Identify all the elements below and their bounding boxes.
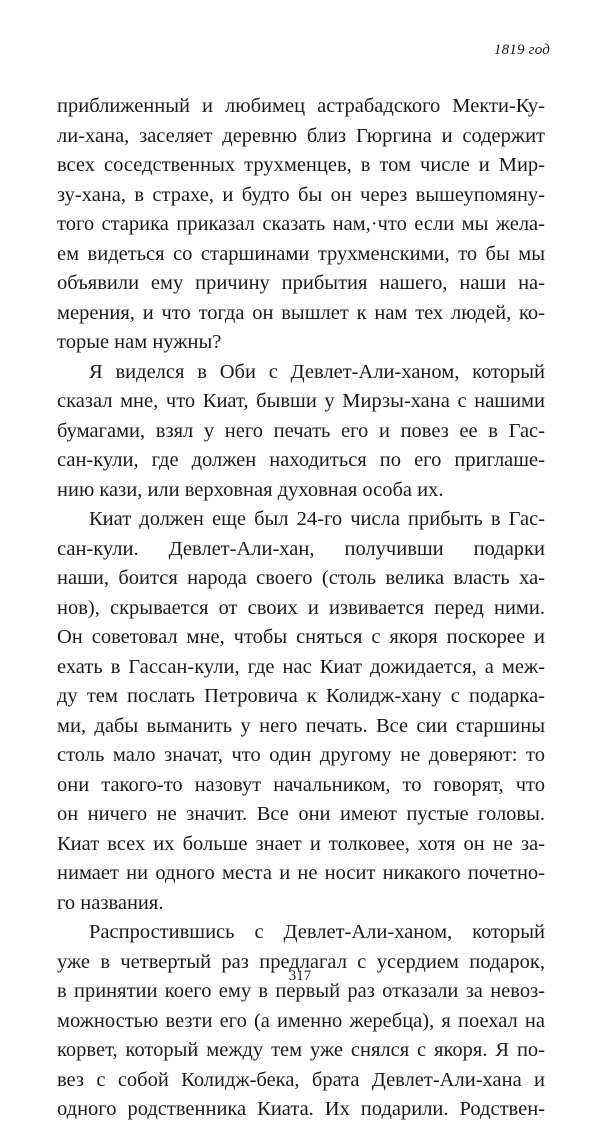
text-line: бумагами, взял у него печать его и повез ее в Гас- — [57, 419, 545, 442]
text-line: Он советовал мне, чтобы сняться с якоря поскорее и — [57, 626, 545, 648]
text-line: нимает ни одного места и не носит никакого почетно- — [57, 862, 545, 884]
paragraph — [57, 358, 545, 506]
paragraph — [57, 918, 545, 1125]
text-line: Киат всех их больше знает и толковее, хотя он не за- — [57, 832, 545, 855]
paragraph — [57, 92, 545, 358]
text-line: приближенный и любимец астрабадского Мекти-Ку- — [57, 95, 545, 117]
text-line: объявили ему причину прибытия нашего, наши на- — [57, 272, 545, 294]
text-line: одного родственника Киата. Их подарили. Родствен- — [57, 1098, 545, 1120]
text-line: Киат должен еще был 24-го числа прибыть в Гас- — [89, 508, 545, 530]
text-line: ем видеться со старшинами трухменскими, то бы мы — [57, 242, 545, 265]
text-line: нию кази, или верховная духовная особа их. — [57, 478, 444, 501]
text-line: всех соседственных трухменцев, в том числе и Мир- — [57, 154, 545, 176]
page-number: 317 — [288, 968, 312, 984]
text-line: того старика приказал сказать нам,·что если мы жела- — [57, 213, 545, 235]
text-line: корвет, который между тем уже снялся с якоря. Я по- — [57, 1039, 545, 1061]
text-line: ехать в Гассан-кули, где нас Киат дожидается, а меж- — [57, 655, 545, 678]
text-line: Распростившись с Девлет-Али-ханом, который — [89, 921, 545, 943]
text-line: в принятии коего ему в первый раз отказали за невоз- — [57, 980, 545, 1002]
text-line: ми, дабы выманить у него печать. Все сии старшины — [57, 714, 545, 737]
running-header: 1819 год — [493, 42, 550, 58]
text-line: сан-кули. Девлет-Али-хан, получивши подарки — [57, 537, 545, 560]
text-line: они такого-то назовут начальником, то говорят, что — [57, 773, 545, 796]
text-line: вез с собой Колидж-бека, брата Девлет-Али-хана и — [57, 1068, 545, 1091]
text-line: зу-хана, в страхе, и будто бы он через вышеупомяну- — [57, 183, 545, 206]
text-line: го названия. — [57, 891, 164, 914]
text-line: сказал мне, что Киат, бывши у Мирзы-хана с нашими — [57, 390, 545, 412]
paragraph — [57, 505, 545, 918]
text-line: мерения, и что тогда он вышлет к нам тех людей, ко- — [57, 301, 545, 324]
text-line: уже в четвертый раз предлагал с усердием подарок, — [57, 950, 545, 973]
text-line: он ничего не значит. Все они имеют пустые головы. — [57, 803, 545, 825]
text-line: сан-кули, где должен находиться по его приглаше- — [57, 449, 545, 471]
text-line: нов), скрывается от своих и извивается перед ними. — [57, 596, 545, 619]
text-line: торые нам нужны? — [57, 331, 222, 353]
text-line: ли-хана, заселяет деревню близ Гюргина и содержит — [57, 124, 545, 147]
text-line: ду тем послать Петровича к Колидж-хану с подарка- — [57, 685, 545, 707]
text-line: можностью везти его (а именно жеребца), я поехал на — [57, 1009, 545, 1032]
text-line: наши, боится народа своего (столь велика власть ха- — [57, 567, 545, 589]
text-line: столь мало значат, что один другому не доверяют: то — [57, 744, 545, 766]
text-line: Я виделся в Оби с Девлет-Али-ханом, который — [89, 360, 545, 383]
